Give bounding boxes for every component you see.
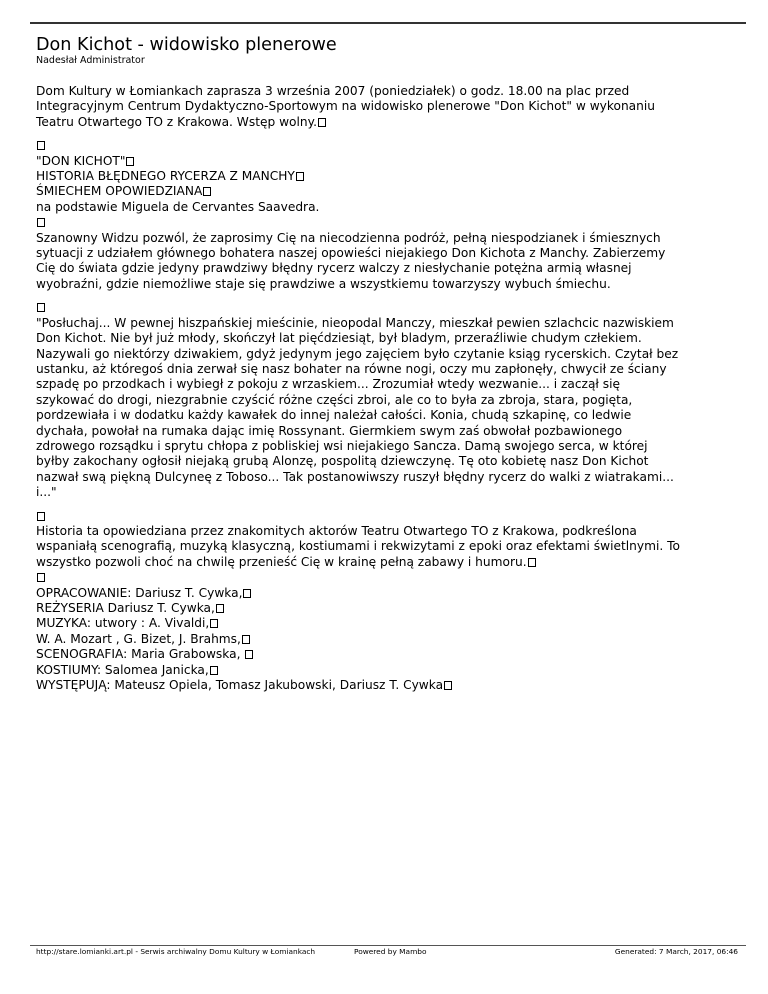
text-line: Historia ta opowiedziana przez znakomitych aktorów Teatru Otwartego TO z Krakowa, podkreślona <box>36 523 637 538</box>
missing-glyph-box <box>243 589 251 598</box>
text-line: Dom Kultury w Łomiankach zaprasza 3 września 2007 (poniedziałek) o godz. 18.00 na plac przed <box>36 84 630 98</box>
top-rule <box>30 22 746 24</box>
text-line: i..." <box>36 485 57 500</box>
missing-glyph-line <box>36 570 736 585</box>
credit-line: KOSTIUMY: Salomea Janicka, <box>36 663 736 678</box>
credit-line: SCENOGRAFIA: Maria Grabowska, <box>36 647 736 662</box>
heading-block <box>36 138 736 292</box>
missing-glyph-box <box>444 681 452 690</box>
missing-glyph-box <box>37 512 45 521</box>
footer-powered-by: Powered by Mambo <box>354 947 427 956</box>
text-line: wyobraźni, gdzie niemożliwe staje się prawdziwe a wszystkiemu towarzyszy wybuch śmiechu. <box>36 276 611 291</box>
footer-generated-date: Generated: 7 March, 2017, 06:46 <box>614 947 738 956</box>
article-title: Don Kichot - widowisko plenerowe <box>36 35 337 55</box>
paragraph-gap <box>36 501 736 509</box>
text-line: pordzewiała i w dodatku każdy kawałek do innej należał całości. Konia, chudą szkapinę, co ledwie <box>36 408 632 423</box>
missing-glyph-line <box>36 215 736 230</box>
missing-glyph-box <box>296 172 304 181</box>
closing-paragraph <box>36 509 736 694</box>
missing-glyph-box <box>210 666 218 675</box>
text-line: Don Kichot. Nie był już młody, skończył lat pięćdziesiąt, był bladym, przeraźliwie chudym człekiem. <box>36 331 642 346</box>
text-line: sytuacji z udziałem głównego bohatera naszej opowieści niejakiego Don Kichota z Manchy. Zabierzemy <box>36 246 666 261</box>
missing-glyph-box <box>216 604 224 613</box>
story-paragraph <box>36 300 736 500</box>
missing-glyph-box <box>37 303 45 312</box>
text-line: nazwał swą piękną Dulcyneę z Toboso... Tak postanowiwszy ruszył błędny rycerz do walki z wiatrakami... <box>36 469 674 484</box>
missing-glyph-box <box>203 187 211 196</box>
text-line: wspaniałą scenografią, muzyką klasyczną, kostiumami i rekwizytami z epoki oraz efektami świetlnymi. To <box>36 539 680 554</box>
text-line: Nazywali go niektórzy dziwakiem, gdyż jedynym jego zajęciem było czytanie ksiąg rycerskich. Czytał bez <box>36 346 679 361</box>
text-line: "Posłuchaj... W pewnej hiszpańskiej mieścinie, nieopodal Manczy, mieszkał pewien szlachcic nazwiskiem <box>36 315 674 330</box>
text-line: ustanku, aż któregoś dnia zerwał się nasz bohater na równe nogi, oczy mu zapłonęły, chwycił ze ściany <box>36 361 667 376</box>
missing-glyph-box <box>37 573 45 582</box>
missing-glyph-line <box>36 300 736 315</box>
heading-line: HISTORIA BŁĘDNEGO RYCERZA Z MANCHY <box>36 169 736 184</box>
text-line: szykować do drogi, niezgrabnie czyścić różne części zbroi, ale co to była za zbroja, stara, pogięta, <box>36 392 633 407</box>
credit-line: REŻYSERIA Dariusz T. Cywka, <box>36 601 736 616</box>
paragraph-gap <box>36 292 736 300</box>
article-body <box>36 84 736 693</box>
text-line: Teatru Otwartego TO z Krakowa. Wstęp wolny. <box>36 115 736 130</box>
intro-paragraph <box>36 84 736 130</box>
text-line: Cię do świata gdzie jedyny prawdziwy błędny rycerz walczy z niesłychanie potężna armią własnej <box>36 261 632 276</box>
credit-line: WYSTĘPUJĄ: Mateusz Opiela, Tomasz Jakubowski, Dariusz T. Cywka <box>36 678 736 693</box>
credit-line: OPRACOWANIE: Dariusz T. Cywka, <box>36 586 736 601</box>
missing-glyph-box <box>37 218 45 227</box>
missing-glyph-box <box>318 118 326 127</box>
text-line: dychała, powołał na rumaka dając imię Rossynant. Giermkiem swym zaś obwołał pozbawionego <box>36 423 623 438</box>
text-line: szpadę po przodkach i wybiegł z pokoju z wrzaskiem... Zrozumiał wtedy wezwanie... i zaczął się <box>36 377 620 392</box>
missing-glyph-box <box>126 157 134 166</box>
text-line: wszystko pozwoli choć na chwilę przenieść Cię w krainę pełną zabawy i humoru. <box>36 555 736 570</box>
footer-source-url: http://stare.lomianki.art.pl - Serwis archiwalny Domu Kultury w Łomiankach <box>36 947 316 956</box>
paragraph-gap <box>36 130 736 138</box>
heading-line: "DON KICHOT" <box>36 154 736 169</box>
missing-glyph-line <box>36 138 736 153</box>
footer-rule <box>30 945 746 946</box>
missing-glyph-box <box>37 141 45 150</box>
text-line: zdrowego rozsądku i sprytu chłopa z pobliskiej wsi niejakiego Sancza. Damą swojego serca, w której <box>36 438 648 453</box>
article-byline: Nadesłał Administrator <box>36 55 145 66</box>
text-line: Integracyjnym Centrum Dydaktyczno-Sportowym na widowisko plenerowe "Don Kichot" w wykonaniu <box>36 99 655 114</box>
text-line: byłby zakochany ogłosił niejaką grubą Alonzę, pospolitą dziewczynę. Tę oto kobietę nasz Don Kichot <box>36 454 649 469</box>
credit-line: MUZYKA: utwory : A. Vivaldi, <box>36 616 736 631</box>
missing-glyph-box <box>210 619 218 628</box>
text-line: Szanowny Widzu pozwól, że zaprosimy Cię na niecodzienna podróż, pełną niespodzianek i śmiesznych <box>36 230 661 245</box>
missing-glyph-box <box>242 635 250 644</box>
missing-glyph-box <box>528 558 536 567</box>
heading-line: na podstawie Miguela de Cervantes Saavedra. <box>36 199 320 214</box>
missing-glyph-box <box>245 650 253 659</box>
credit-line: W. A. Mozart , G. Bizet, J. Brahms, <box>36 632 736 647</box>
missing-glyph-line <box>36 509 736 524</box>
heading-line: ŚMIECHEM OPOWIEDZIANA <box>36 184 736 199</box>
